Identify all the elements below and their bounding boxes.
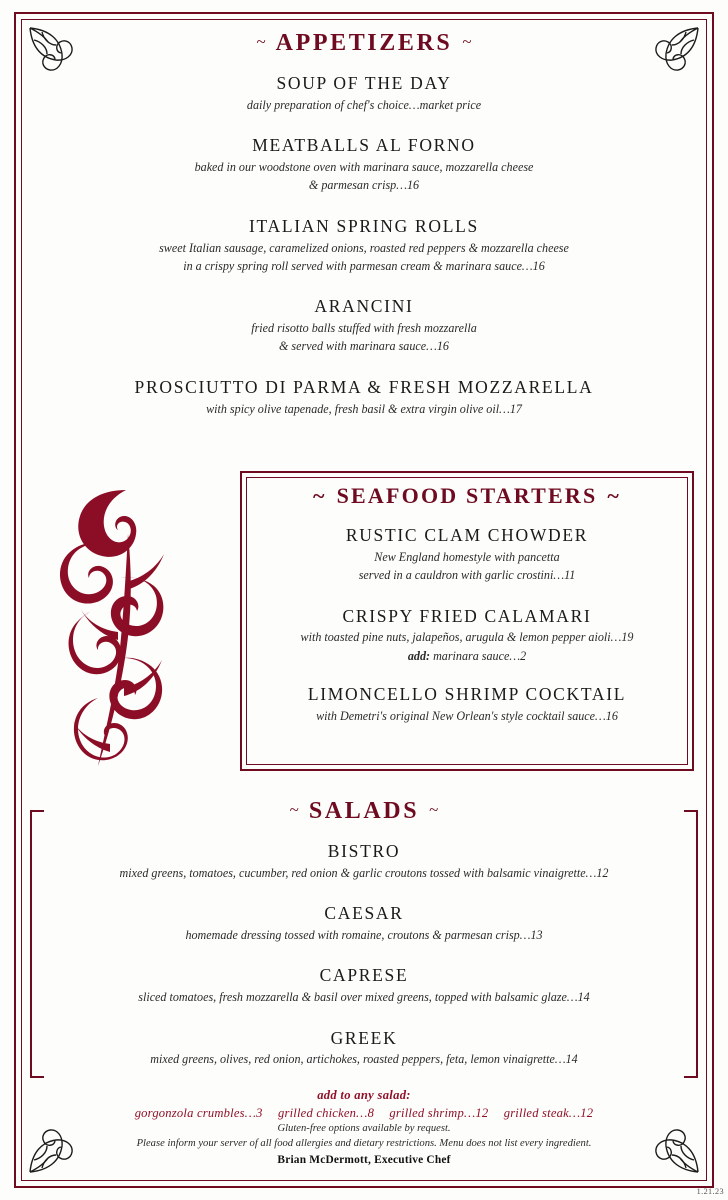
salad-bracket-left: [30, 810, 44, 1078]
menu-item-description: baked in our woodstone oven with marinara sauce, mozzarella cheese: [194, 160, 534, 175]
menu-item-name: CAPRESE: [319, 965, 409, 986]
menu-item-name: ITALIAN SPRING ROLLS: [249, 215, 479, 236]
swash-left-icon: ~: [256, 32, 266, 51]
menu-item-description-line2: in a crispy spring roll served with parmesan cream & marinara sauce…16: [183, 258, 545, 273]
menu-item-description: homemade dressing tossed with romaine, croutons & parmesan crisp…13: [185, 928, 543, 943]
salad-addon-item: grilled chicken…8: [277, 1105, 375, 1120]
section-title-seafood-starters: [254, 483, 680, 509]
add-to-salad-label: add to any salad:: [317, 1087, 411, 1102]
menu-item: [254, 684, 680, 724]
section-title-text: SALADS: [308, 798, 420, 824]
section-seafood-starters: [240, 471, 694, 771]
section-title-appetizers: [34, 30, 694, 57]
menu-item-name: ARANCINI: [314, 296, 414, 317]
menu-item-name: MEATBALLS AL FORNO: [252, 135, 476, 156]
menu-item: [34, 903, 694, 943]
menu-item-name: SOUP OF THE DAY: [276, 73, 452, 93]
menu-footer: [34, 1122, 694, 1166]
menu-item-description: New England homestyle with pancetta: [374, 549, 560, 564]
salad-addon-item: grilled shrimp…12: [389, 1105, 489, 1120]
menu-item-description-line2: & served with marinara sauce…16: [279, 339, 449, 354]
swash-left-icon: ~: [312, 483, 327, 508]
menu-content: [34, 30, 694, 1172]
addon-text: marinara sauce…2: [430, 648, 527, 663]
section-title-text: APPETIZERS: [275, 30, 453, 56]
section-appetizers: [34, 30, 694, 417]
swash-right-icon: ~: [429, 800, 439, 819]
swash-right-icon: ~: [607, 483, 622, 508]
menu-item-description-line2: served in a cauldron with garlic crostini…11: [358, 568, 576, 583]
menu-item-description-line2: & parmesan crisp…16: [308, 178, 420, 193]
menu-item: [34, 377, 694, 417]
footer-gluten-note: Gluten-free options available by request.: [277, 1123, 451, 1135]
menu-item: [34, 841, 694, 881]
footer-allergy-note: Please inform your server of all food allergies and dietary restrictions. Menu does not list every ingredient.: [136, 1138, 592, 1150]
menu-item: [254, 525, 680, 584]
salad-addon-item: grilled steak…12: [503, 1105, 594, 1120]
document-code: 1.21.23: [696, 1187, 724, 1196]
menu-item-description: with toasted pine nuts, jalapeños, arugula & lemon pepper aioli…19: [300, 630, 634, 645]
menu-item-name: CRISPY FRIED CALAMARI: [342, 605, 592, 626]
menu-item-description: fried risotto balls stuffed with fresh mozzarella: [251, 321, 477, 336]
menu-item-description: sweet Italian sausage, caramelized onions, roasted red peppers & mozzarella cheese: [159, 240, 569, 255]
salad-bracket-right: [684, 810, 698, 1078]
floral-ornament-icon: [40, 482, 190, 782]
menu-item-description: sliced tomatoes, fresh mozzarella & basil over mixed greens, topped with balsamic glaze…14: [138, 990, 590, 1005]
menu-item-addon-note: [254, 648, 680, 664]
swash-left-icon: ~: [289, 800, 299, 819]
menu-item-description: with Demetri's original New Orlean's style cocktail sauce…16: [316, 708, 618, 723]
menu-item: [34, 135, 694, 194]
menu-item: [34, 73, 694, 113]
menu-item-name: PROSCIUTTO DI PARMA & FRESH MOZZARELLA: [134, 376, 594, 397]
menu-item-name: CAESAR: [324, 903, 404, 924]
menu-item-description: with spicy olive tapenade, fresh basil & extra virgin olive oil…17: [206, 401, 522, 416]
menu-item-name: RUSTIC CLAM CHOWDER: [345, 525, 589, 545]
menu-item: [34, 1028, 694, 1068]
menu-item: [34, 216, 694, 275]
menu-item-name: BISTRO: [327, 841, 401, 861]
menu-item: [34, 965, 694, 1005]
swash-right-icon: ~: [462, 32, 472, 51]
menu-item-description: mixed greens, tomatoes, cucumber, red onion & garlic croutons tossed with balsamic vinaigrette…12: [119, 865, 609, 880]
section-salads: [34, 798, 694, 1121]
executive-chef-name: Brian McDermott, Executive Chef: [277, 1154, 451, 1166]
salad-addon-item: gorgonzola crumbles…3: [134, 1105, 263, 1120]
menu-item-name: GREEK: [330, 1027, 398, 1048]
menu-item-name: LIMONCELLO SHRIMP COCKTAIL: [307, 684, 627, 704]
menu-item-description: daily preparation of chef's choice…market price: [246, 97, 482, 112]
section-title-text: SEAFOOD STARTERS: [336, 483, 598, 508]
menu-item: [34, 296, 694, 355]
addon-label: add:: [407, 648, 431, 663]
menu-item-description: mixed greens, olives, red onion, artichokes, roasted peppers, feta, lemon vinaigrette…14: [150, 1052, 578, 1067]
section-title-salads: [34, 798, 694, 825]
salad-addons: [34, 1106, 694, 1121]
menu-item: [254, 606, 680, 665]
